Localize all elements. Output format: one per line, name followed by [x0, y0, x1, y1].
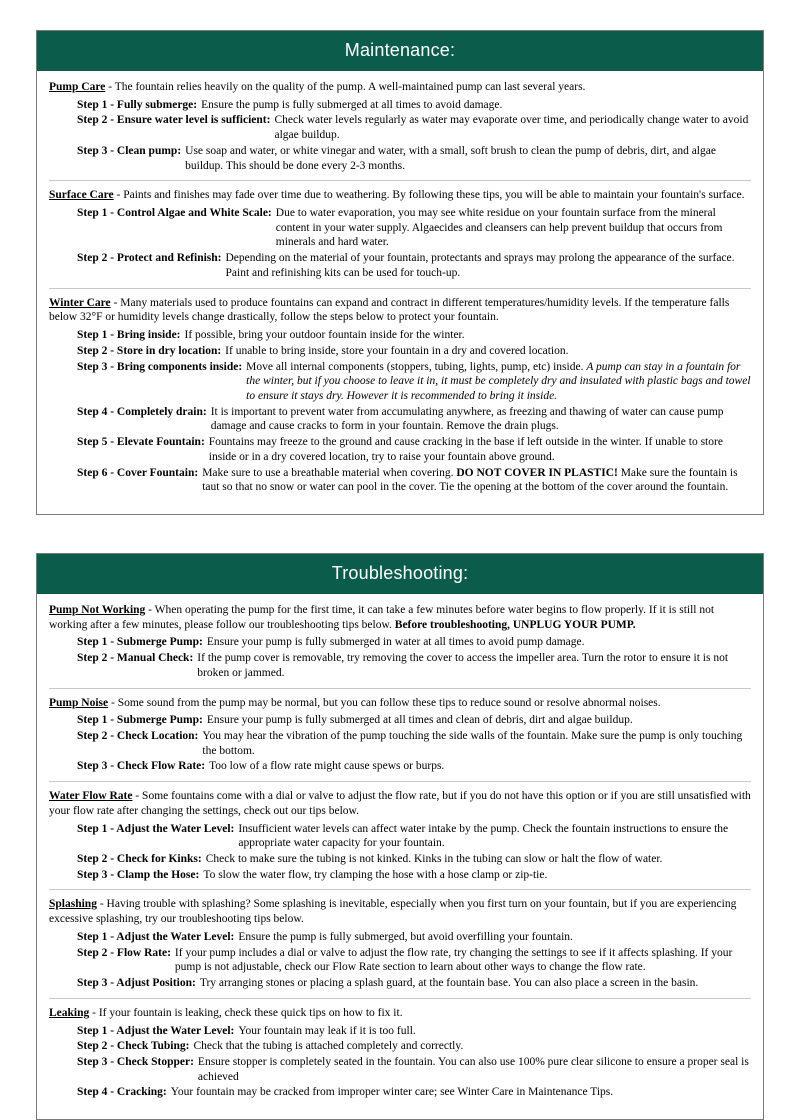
step-item	[49, 1055, 751, 1084]
step-text: It is important to prevent water from accumulating anywhere, as freezing and thawing of water can cause pump damage and cause cracks to form in your fountain. Remove the drain plugs.	[210, 405, 724, 433]
topic-intro	[49, 1006, 751, 1021]
topic-term: Surface Care	[49, 189, 114, 202]
topic-term: Splashing	[49, 898, 97, 911]
step-text: If your pump includes a dial or valve to adjust the flow rate, try changing the settings to see if it affects splashing. If your pump is not adjustable, check our Flow Rate section to learn about other ways to change the flow rate.	[174, 946, 733, 974]
step-label: Step 1 - Submerge Pump:	[77, 714, 203, 727]
step-text: Check that the tubing is attached completely and correctly.	[193, 1040, 464, 1053]
step-label: Step 2 - Flow Rate:	[77, 946, 171, 959]
step-text: Ensure the pump is fully submerged, but avoid overfilling your fountain.	[238, 930, 573, 943]
step-label: Step 3 - Clamp the Hose:	[77, 868, 200, 881]
topic-term: Pump Noise	[49, 696, 109, 709]
step-item	[49, 435, 751, 464]
topic-block	[49, 781, 751, 889]
step-label: Step 4 - Cracking:	[77, 1086, 167, 1099]
step-label: Step 3 - Clean pump:	[77, 144, 182, 157]
step-text: Depending on the material of your fountain, protectants and sprays may prolong the appearance of the surface. Paint and refinishing kits can be used for touch-up.	[225, 252, 735, 279]
topic-block	[49, 688, 751, 782]
step-text: If possible, bring your outdoor fountain inside for the winter.	[184, 329, 465, 342]
step-label: Step 2 - Protect and Refinish:	[77, 252, 222, 265]
step-text: Make sure to use a breathable material when covering. DO NOT COVER IN PLASTIC! Make sure the fountain is taut so that no snow or water can pool in the cover. Tie the opening at the bottom of the cover around the fountain.	[202, 466, 738, 494]
step-text: Too low of a flow rate might cause spews or burps.	[209, 760, 445, 773]
step-label: Step 3 - Adjust Position:	[77, 977, 196, 990]
step-text: Ensure the pump is fully submerged at all times to avoid damage.	[201, 98, 503, 111]
step-item	[49, 946, 751, 975]
topic-term: Leaking	[49, 1006, 90, 1019]
step-list	[49, 930, 751, 991]
step-label: Step 2 - Store in dry location:	[77, 344, 222, 357]
step-item	[49, 729, 751, 758]
step-item	[49, 360, 751, 404]
step-item	[49, 635, 751, 650]
topic-term: Pump Not Working	[49, 603, 146, 616]
topic-block	[49, 889, 751, 997]
step-text: Your fountain may leak if it is too full.	[238, 1024, 416, 1037]
step-item	[49, 930, 751, 945]
step-label: Step 2 - Check Tubing:	[77, 1040, 190, 1053]
step-text: If unable to bring inside, store your fountain in a dry and covered location.	[225, 344, 569, 357]
section-body	[37, 71, 763, 514]
step-item	[49, 113, 751, 142]
step-label: Step 1 - Control Algae and White Scale:	[77, 207, 272, 220]
topic-intro-text: - Some fountains come with a dial or valve to adjust the flow rate, but if you do not have this option or if you are still unsatisfied with your flow rate after changing the settings, check out our tips below.	[49, 790, 751, 817]
step-text: To slow the water flow, try clamping the hose with a hose clamp or zip-tie.	[203, 868, 548, 881]
step-text: Check water levels regularly as water may evaporate over time, and periodically change water to avoid algae buildup.	[274, 114, 749, 142]
step-label: Step 2 - Manual Check:	[77, 652, 194, 665]
step-text: Ensure your pump is fully submerged at all times and clean of debris, dirt and algae buildup.	[206, 714, 633, 727]
step-label: Step 1 - Adjust the Water Level:	[77, 930, 235, 943]
topic-term: Water Flow Rate	[49, 790, 133, 803]
step-label: Step 6 - Cover Fountain:	[77, 466, 199, 479]
step-item	[49, 976, 751, 991]
step-item	[49, 144, 751, 173]
topic-block	[49, 998, 751, 1107]
step-label: Step 3 - Bring components inside:	[77, 360, 243, 373]
step-text: Due to water evaporation, you may see white residue on your fountain surface from the mineral content in your water supply. Algaecides and cleansers can help prevent buildup that occurs from minerals and hard water.	[275, 207, 723, 249]
topic-intro-text: - Many materials used to produce fountains can expand and contract in different temperatures/humidity levels. If the temperature falls below 32°F or humidity levels change drastically, follow the steps below to protect your fountain.	[49, 296, 730, 324]
step-text: Fountains may freeze to the ground and cause cracking in the base if left outside in the winter. If unable to store inside or in a dry covered location, try to raise your fountain above ground.	[208, 436, 723, 463]
step-item	[49, 1039, 751, 1054]
step-label: Step 3 - Check Stopper:	[77, 1055, 194, 1068]
topic-block	[49, 180, 751, 287]
step-item	[49, 852, 751, 867]
step-text: Ensure your pump is fully submerged in water at all times to avoid pump damage.	[206, 636, 585, 649]
topic-intro-text: - The fountain relies heavily on the quality of the pump. A well-maintained pump can last several years.	[105, 81, 586, 93]
step-text: Insufficient water levels can affect water intake by the pump. Check the fountain instructions to ensure the appropriate water capacity for your fountain.	[238, 822, 729, 850]
sections-container	[36, 30, 764, 1120]
topic-intro	[49, 296, 751, 325]
step-label: Step 1 - Adjust the Water Level:	[77, 1024, 235, 1037]
topic-term: Pump Care	[49, 81, 106, 93]
topic-block	[49, 288, 751, 502]
section-title: Troubleshooting:	[37, 554, 763, 594]
step-item	[49, 1024, 751, 1039]
section-spacer	[36, 539, 764, 553]
topic-intro	[49, 80, 751, 95]
step-item	[49, 344, 751, 359]
step-list	[49, 635, 751, 680]
step-item	[49, 98, 751, 113]
step-item	[49, 713, 751, 728]
step-label: Step 2 - Check Location:	[77, 730, 199, 742]
step-label: Step 1 - Bring inside:	[77, 329, 181, 342]
step-item	[49, 868, 751, 883]
section-body	[37, 594, 763, 1119]
step-text: Your fountain may be cracked from improper winter care; see Winter Care in Maintenance Tips.	[170, 1086, 614, 1099]
step-item	[49, 251, 751, 280]
topic-intro-text: - Having trouble with splashing? Some splashing is inevitable, especially when you first turn on your fountain, but if you are experiencing excessive splashing, try our troubleshooting tips below.	[49, 898, 737, 926]
step-item	[49, 1085, 751, 1100]
step-label: Step 5 - Elevate Fountain:	[77, 436, 205, 449]
topic-intro	[49, 789, 751, 818]
step-text: Try arranging stones or placing a splash guard, at the fountain base. You can also place a screen in the basin.	[199, 977, 699, 990]
step-label: Step 1 - Adjust the Water Level:	[77, 822, 235, 835]
step-label: Step 2 - Check for Kinks:	[77, 853, 202, 866]
step-list	[49, 328, 751, 495]
step-item	[49, 651, 751, 680]
step-label: Step 2 - Ensure water level is sufficient:	[77, 114, 271, 127]
topic-intro	[49, 696, 751, 711]
step-text: You may hear the vibration of the pump touching the side walls of the fountain. Make sure the pump is only touching the bottom.	[202, 730, 743, 757]
topic-block	[49, 80, 751, 180]
topic-intro	[49, 897, 751, 926]
step-list	[49, 98, 751, 174]
document-section	[36, 30, 764, 515]
step-label: Step 1 - Fully submerge:	[77, 98, 198, 111]
step-item	[49, 328, 751, 343]
topic-intro-text: - If your fountain is leaking, check these quick tips on how to fix it.	[89, 1006, 403, 1019]
step-list	[49, 206, 751, 281]
step-text: Move all internal components (stoppers, tubing, lights, pump, etc) inside. A pump can stay in a fountain for the winter, but if you choose to leave it in, it must be completely dry and insulated with plastic bags and towel to ensure it stays dry. However it is recommended to bring it inside.	[246, 360, 751, 402]
step-list	[49, 713, 751, 774]
step-text: Check to make sure the tubing is not kinked. Kinks in the tubing can slow or halt the flow of water.	[205, 853, 663, 866]
step-item	[49, 822, 751, 851]
step-item	[49, 405, 751, 434]
step-text: Use soap and water, or white vinegar and water, with a small, soft brush to clean the pump of debris, dirt, and algae buildup. This should be done every 2-3 months.	[185, 144, 716, 172]
step-label: Step 3 - Check Flow Rate:	[77, 760, 206, 773]
topic-intro	[49, 188, 751, 203]
step-text: Ensure stopper is completely seated in the fountain. You can also use 100% pure clear silicone to ensure a proper seal is achieved	[197, 1055, 749, 1083]
topic-intro-text: - Some sound from the pump may be normal, but you can follow these tips to reduce sound or resolve abnormal noises.	[108, 696, 661, 709]
step-item	[49, 759, 751, 774]
topic-term: Winter Care	[49, 296, 111, 309]
step-label: Step 1 - Submerge Pump:	[77, 636, 203, 649]
step-label: Step 4 - Completely drain:	[77, 405, 207, 418]
topic-intro	[49, 603, 751, 632]
topic-block	[49, 603, 751, 688]
step-item	[49, 206, 751, 250]
section-title: Maintenance:	[37, 31, 763, 71]
topic-intro-text: - When operating the pump for the first time, it can take a few minutes before water begins to flow properly. If it is still not working after a few minutes, please follow our troubleshooting tips below. Before troubleshooting, UNPLUG YOUR PUMP.	[49, 603, 715, 631]
step-item	[49, 466, 751, 495]
step-text: If the pump cover is removable, try removing the cover to access the impeller area. Turn the rotor to ensure it is not broken or jammed.	[197, 652, 729, 679]
step-list	[49, 822, 751, 883]
topic-intro-text: - Paints and finishes may fade over time due to weathering. By following these tips, you will be able to maintain your fountain's surface.	[113, 189, 745, 202]
